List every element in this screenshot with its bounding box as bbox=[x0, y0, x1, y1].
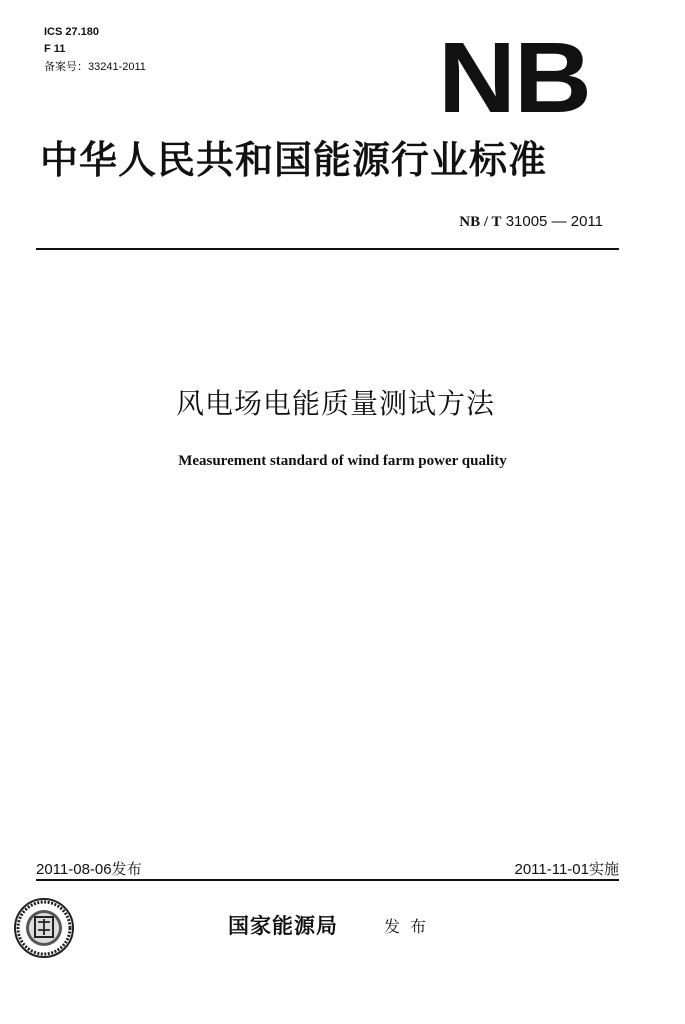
publish-label: 发布 bbox=[384, 917, 437, 936]
issue-date: 2011-08-06发布 bbox=[36, 861, 142, 878]
standard-code: NB / T bbox=[459, 214, 502, 230]
record-number: 备案号：33241-2011 bbox=[44, 61, 146, 73]
document-title-chinese-text: 风电场电能质量测试方法 bbox=[175, 387, 495, 420]
ics-code: ICS 27.180 bbox=[44, 26, 100, 38]
ccs-code: F 11 bbox=[44, 43, 66, 55]
nb-logo: NB bbox=[438, 22, 590, 134]
bottom-divider bbox=[36, 879, 619, 881]
seal-icon bbox=[13, 897, 75, 959]
implementation-date: 2011-11-01实施 bbox=[514, 861, 619, 878]
document-title-english: Measurement standard of wind farm power quality bbox=[178, 453, 507, 469]
publisher-name: 国家能源局 bbox=[228, 913, 338, 938]
top-divider bbox=[36, 248, 619, 250]
industry-standard-title: 中华人民共和国能源行业标准 bbox=[40, 137, 548, 182]
standard-number-value: 31005 — 2011 bbox=[505, 213, 603, 230]
document-title-chinese bbox=[0, 382, 685, 422]
standard-number bbox=[459, 213, 603, 231]
